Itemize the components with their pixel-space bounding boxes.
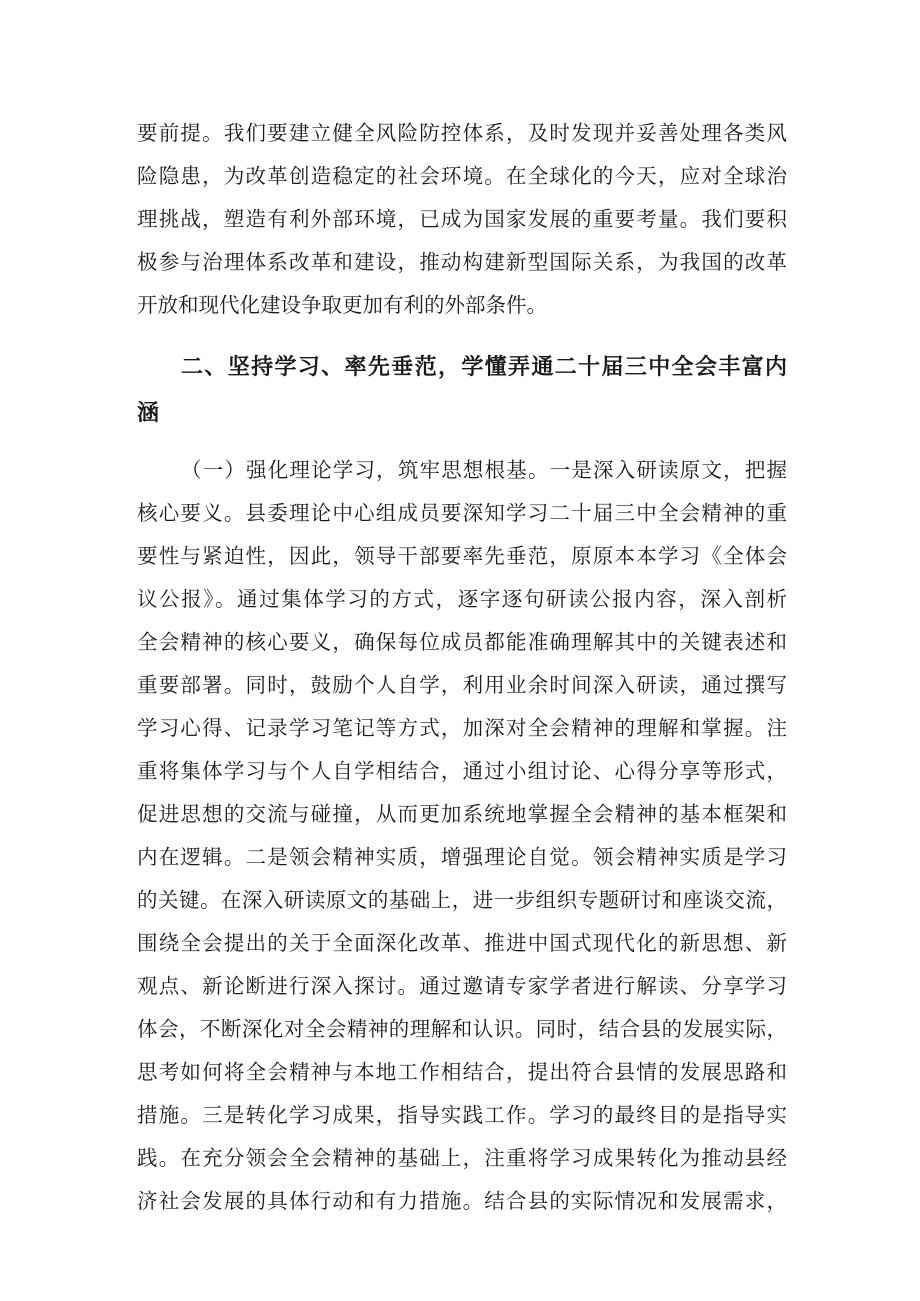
- text-line: 措施。三是转化学习成果，指导实践工作。学习的最终目的是指导实: [137, 1103, 787, 1127]
- text-line: 险隐患，为改革创造稳定的社会环境。在全球化的今天，应对全球治: [137, 164, 787, 188]
- paragraph-1: [137, 112, 787, 327]
- heading-line: 二、坚持学习、率先垂范，学懂弄通二十届三中全会丰富内: [181, 355, 787, 380]
- spacer: [137, 327, 787, 345]
- text-line: 重将集体学习与个人自学相结合，通过小组讨论、心得分享等形式，: [137, 759, 787, 783]
- text-line: 议公报》。通过集体学习的方式，逐字逐句研读公报内容，深入剖析: [137, 587, 787, 611]
- text-line: 核心要义。县委理论中心组成员要深知学习二十届三中全会精神的重: [137, 501, 787, 525]
- text-line: 思考如何将全会精神与本地工作相结合，提出符合县情的发展思路和: [137, 1060, 787, 1084]
- paragraph-2: [137, 449, 787, 1223]
- text-line: 要性与紧迫性，因此，领导干部要率先垂范，原原本本学习《全体会: [137, 544, 787, 568]
- spacer: [137, 437, 787, 449]
- text-line: （一）强化理论学习，筑牢思想根基。一是深入研读原文，把握: [181, 458, 787, 482]
- section-heading: [137, 345, 787, 437]
- text-line: 体会，不断深化对全会精神的理解和认识。同时，结合县的发展实际，: [137, 1017, 787, 1041]
- text-line: 开放和现代化建设争取更加有利的外部条件。: [137, 293, 547, 317]
- text-line: 重要部署。同时，鼓励个人自学，利用业余时间深入研读，通过撰写: [137, 673, 787, 697]
- text-line: 内在逻辑。二是领会精神实质，增强理论自觉。领会精神实质是学习: [137, 845, 787, 869]
- text-line: 要前提。我们要建立健全风险防控体系，及时发现并妥善处理各类风: [137, 121, 787, 145]
- text-line: 促进思想的交流与碰撞，从而更加系统地掌握全会精神的基本框架和: [137, 802, 787, 826]
- heading-line: 涵: [137, 401, 160, 426]
- text-line: 极参与治理体系改革和建设，推动构建新型国际关系，为我国的改革: [137, 250, 787, 274]
- text-line: 的关键。在深入研读原文的基础上，进一步组织专题研讨和座谈交流，: [137, 888, 787, 912]
- text-line: 全会精神的核心要义，确保每位成员都能准确理解其中的关键表述和: [137, 630, 787, 654]
- text-line: 观点、新论断进行深入探讨。通过邀请专家学者进行解读、分享学习: [137, 974, 787, 998]
- document-body: [137, 112, 787, 1223]
- text-line: 理挑战，塑造有利外部环境，已成为国家发展的重要考量。我们要积: [137, 207, 787, 231]
- text-line: 践。在充分领会全会精神的基础上，注重将学习成果转化为推动县经: [137, 1146, 787, 1170]
- text-line: 学习心得、记录学习笔记等方式，加深对全会精神的理解和掌握。注: [137, 716, 787, 740]
- text-line: 围绕全会提出的关于全面深化改革、推进中国式现代化的新思想、新: [137, 931, 787, 955]
- text-line: 济社会发展的具体行动和有力措施。结合县的实际情况和发展需求，: [137, 1189, 787, 1213]
